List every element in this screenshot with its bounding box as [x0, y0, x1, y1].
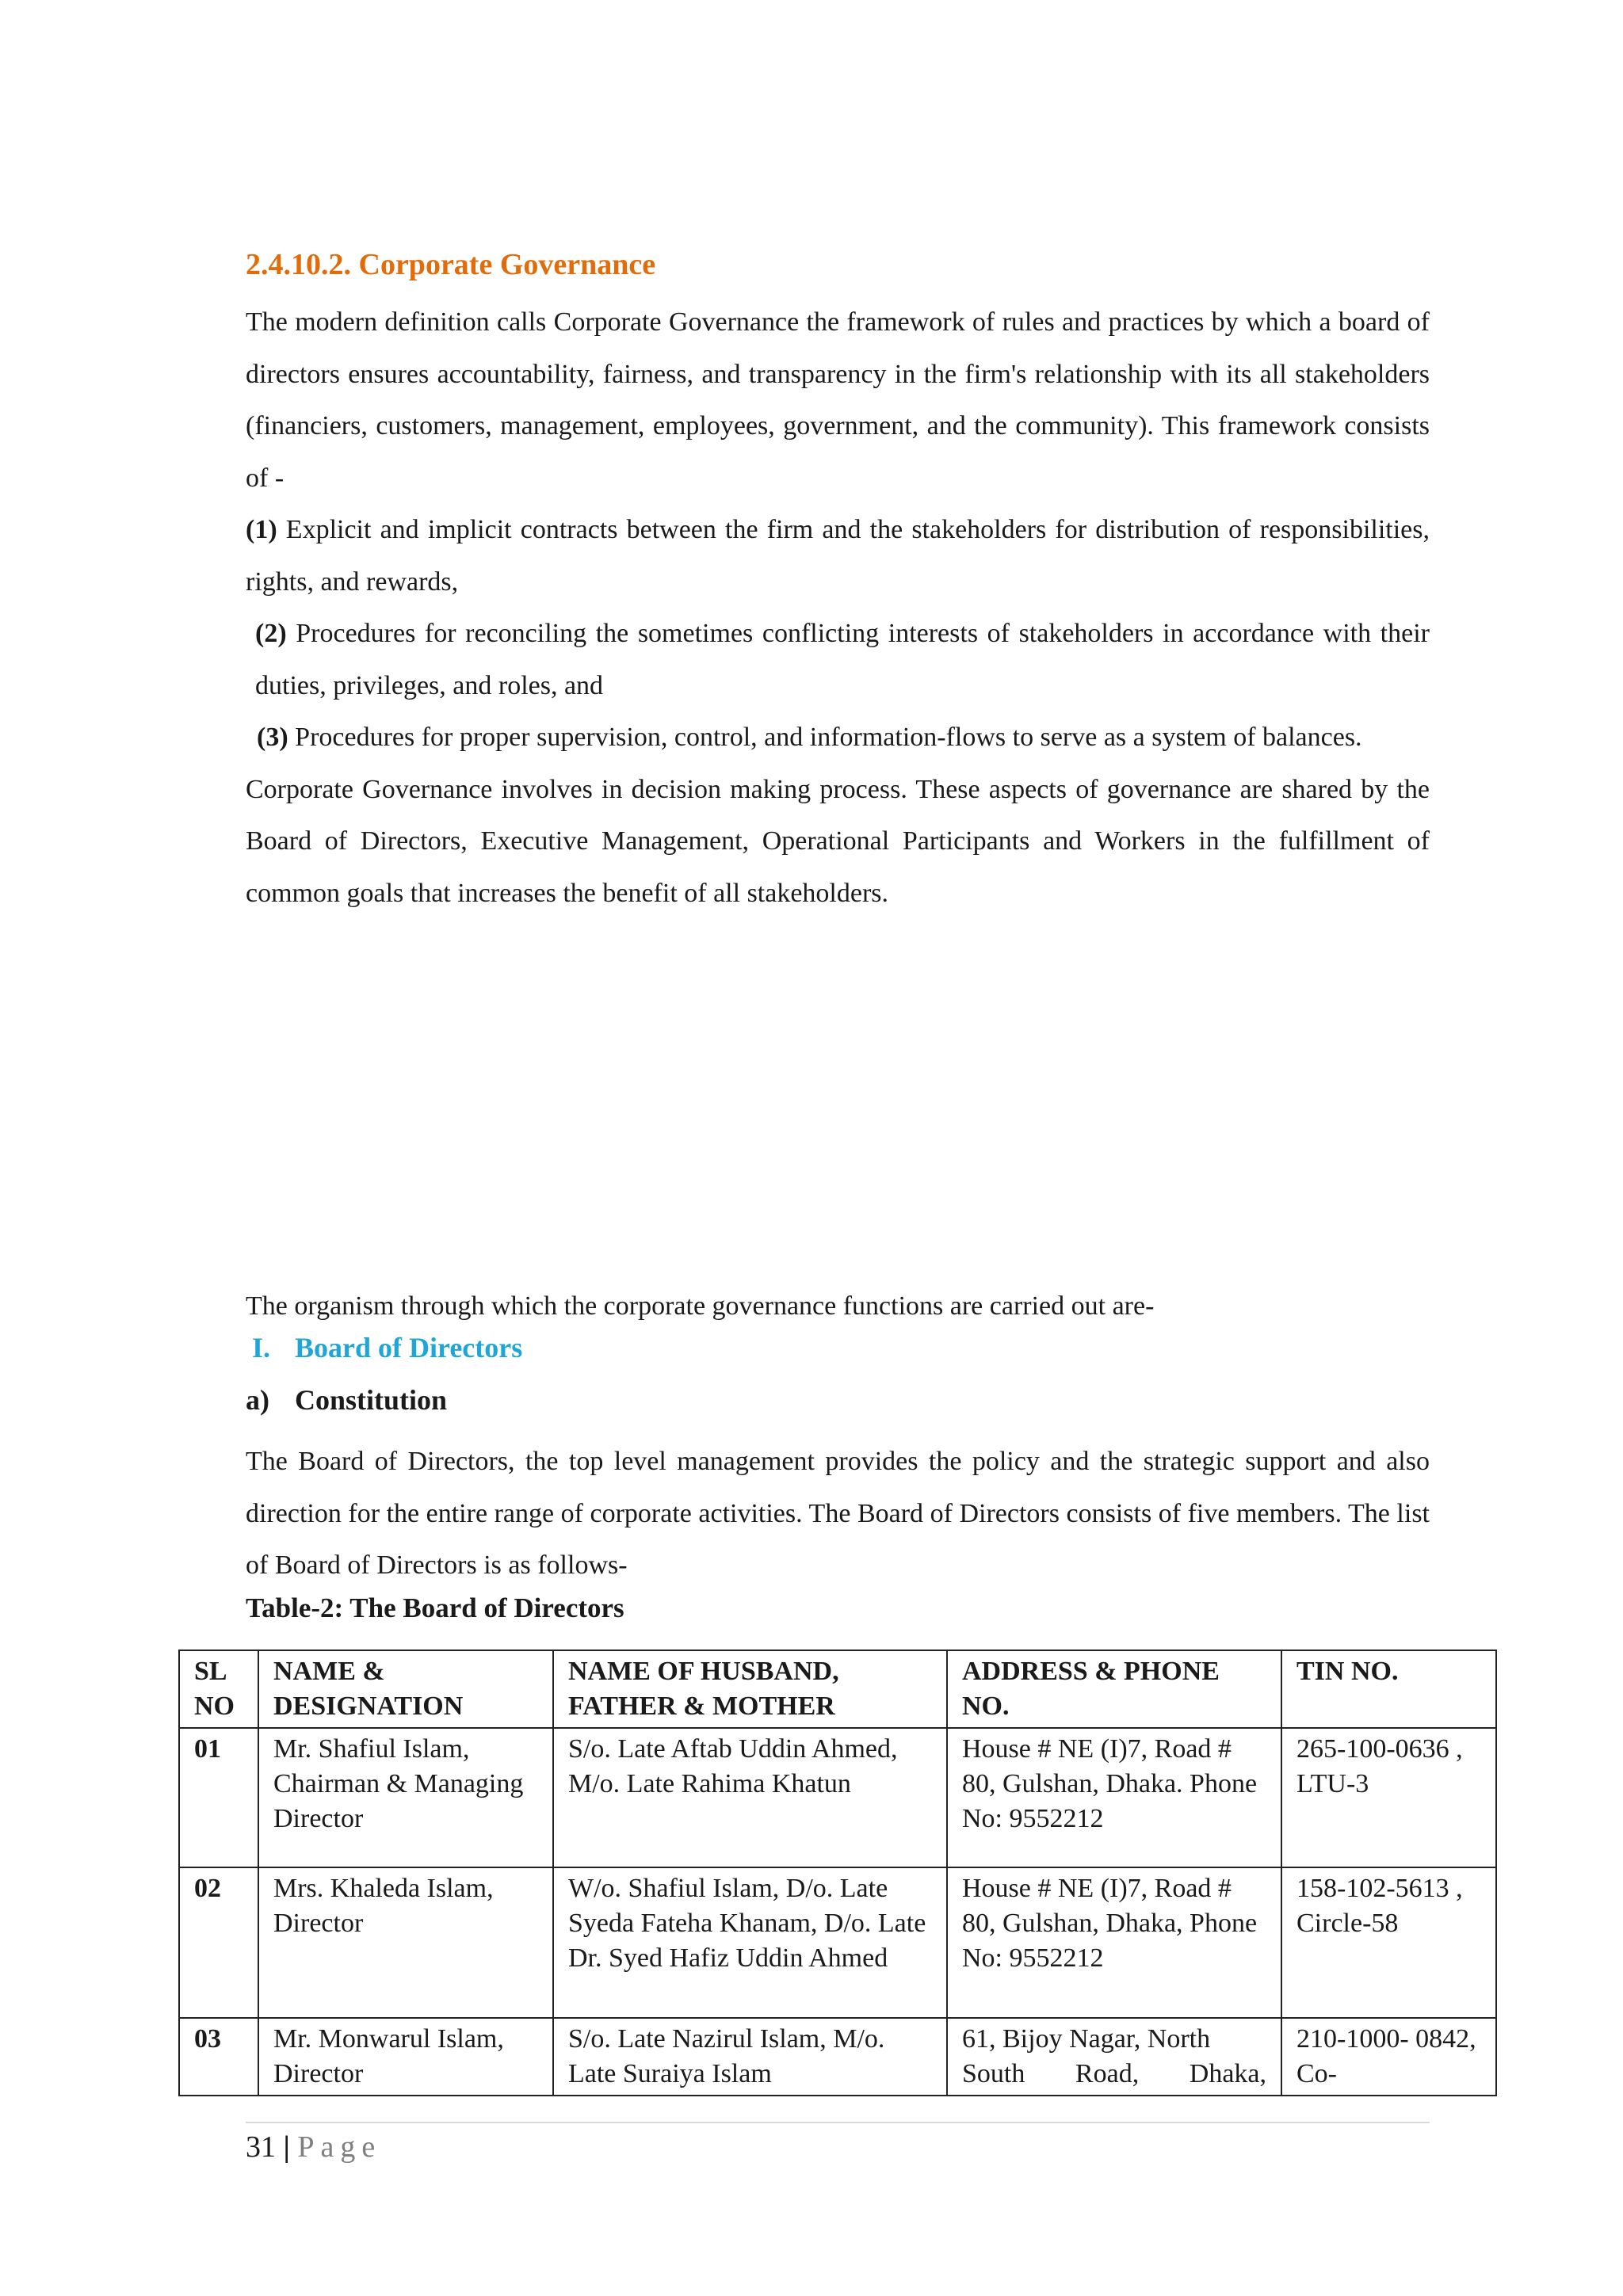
header-tin: TIN NO.: [1281, 1650, 1496, 1728]
subheading-board-of-directors: [252, 1331, 522, 1364]
closing-paragraph: Corporate Governance involves in decision making process. These aspects of governance are shared by the Board of Directors, Executive Management, Operational Participants and Workers in the fulfillment of common goals that increases the benefit of all stakeholders.: [246, 774, 1430, 908]
subheading-title: Board of Directors: [295, 1332, 523, 1363]
header-address: ADDRESS & PHONE NO.: [947, 1650, 1281, 1728]
cell-name: Mrs. Khaleda Islam, Director: [258, 1867, 553, 2018]
constitution-paragraph: The Board of Directors, the top level management provides the policy and the strategic support and also direction for the entire range of corporate activities. The Board of Directors consists of five members. The list of Board of Directors is as follows-: [246, 1447, 1430, 1580]
cell-address: 61, Bijoy Nagar, North South Road, Dhaka,: [947, 2018, 1281, 2096]
header-name: NAME & DESIGNATION: [258, 1650, 553, 1728]
list-item-2: [246, 608, 1430, 711]
cell-address: House # NE (I)7, Road # 80, Gulshan, Dhaka, Phone No: 9552212: [947, 1867, 1281, 2018]
footer-divider: [246, 2122, 1430, 2123]
cell-address: House # NE (I)7, Road # 80, Gulshan, Dhaka. Phone No: 9552212: [947, 1728, 1281, 1867]
table-row: [179, 2018, 1496, 2096]
cell-parents: S/o. Late Aftab Uddin Ahmed, M/o. Late Rahima Khatun: [553, 1728, 947, 1867]
subheading-constitution: [246, 1383, 447, 1417]
list-item-number: (3): [257, 723, 288, 752]
subheading-title: Constitution: [295, 1384, 448, 1416]
governance-text-block: [246, 296, 1430, 919]
list-item-text: Explicit and implicit contracts between the firm and the stakeholders for distribution of responsibilities, rights, and rewards,: [246, 515, 1430, 597]
list-item-text: Procedures for proper supervision, control, and information-flows to serve as a system of balances.: [288, 723, 1362, 752]
list-item-3: [246, 711, 1430, 764]
organism-lead: The organism through which the corporate governance functions are carried out are-: [246, 1291, 1155, 1321]
page-number: 31: [246, 2130, 276, 2164]
header-parents: NAME OF HUSBAND, FATHER & MOTHER: [553, 1650, 947, 1728]
subheading-number: I.: [252, 1332, 271, 1363]
page-label: Page: [297, 2130, 382, 2164]
cell-parents: W/o. Shafiul Islam, D/o. Late Syeda Fateha Khanam, D/o. Late Dr. Syed Hafiz Uddin Ahmed: [553, 1867, 947, 2018]
cell-name: Mr. Shafiul Islam, Chairman & Managing Director: [258, 1728, 553, 1867]
table-row: [179, 1867, 1496, 2018]
board-of-directors-table: [178, 1650, 1497, 2096]
list-item-1: [246, 504, 1430, 608]
page-footer: [246, 2130, 381, 2164]
table-header-row: [179, 1650, 1496, 1728]
header-sl: SL NO: [179, 1650, 258, 1728]
list-item-text: Procedures for reconciling the sometimes conflicting interests of stakeholders in accordance with their duties, privileges, and roles, and: [255, 619, 1430, 700]
section-heading: 2.4.10.2. Corporate Governance: [246, 248, 656, 281]
cell-sl: 02: [179, 1867, 258, 2018]
cell-parents: S/o. Late Nazirul Islam, M/o. Late Suraiya Islam: [553, 2018, 947, 2096]
table-row: [179, 1728, 1496, 1867]
table-caption: Table-2: The Board of Directors: [246, 1592, 624, 1623]
cell-tin: 158-102-5613 , Circle-58: [1281, 1867, 1496, 2018]
subheading-number: a): [246, 1384, 269, 1416]
list-item-number: (2): [255, 619, 287, 648]
cell-name: Mr. Monwarul Islam, Director: [258, 2018, 553, 2096]
intro-paragraph: The modern definition calls Corporate Governance the framework of rules and practices by which a board of directors ensures accountability, fairness, and transparency in the firm's relationship with its all stakeholders (financiers, customers, management, employees, government, and the community). This framework consists of -: [246, 307, 1430, 493]
cell-sl: 03: [179, 2018, 258, 2096]
cell-tin: 265-100-0636 , LTU-3: [1281, 1728, 1496, 1867]
list-item-number: (1): [246, 515, 277, 544]
cell-tin: 210-1000- 0842, Co-: [1281, 2018, 1496, 2096]
cell-sl: 01: [179, 1728, 258, 1867]
footer-separator: |: [283, 2130, 290, 2164]
